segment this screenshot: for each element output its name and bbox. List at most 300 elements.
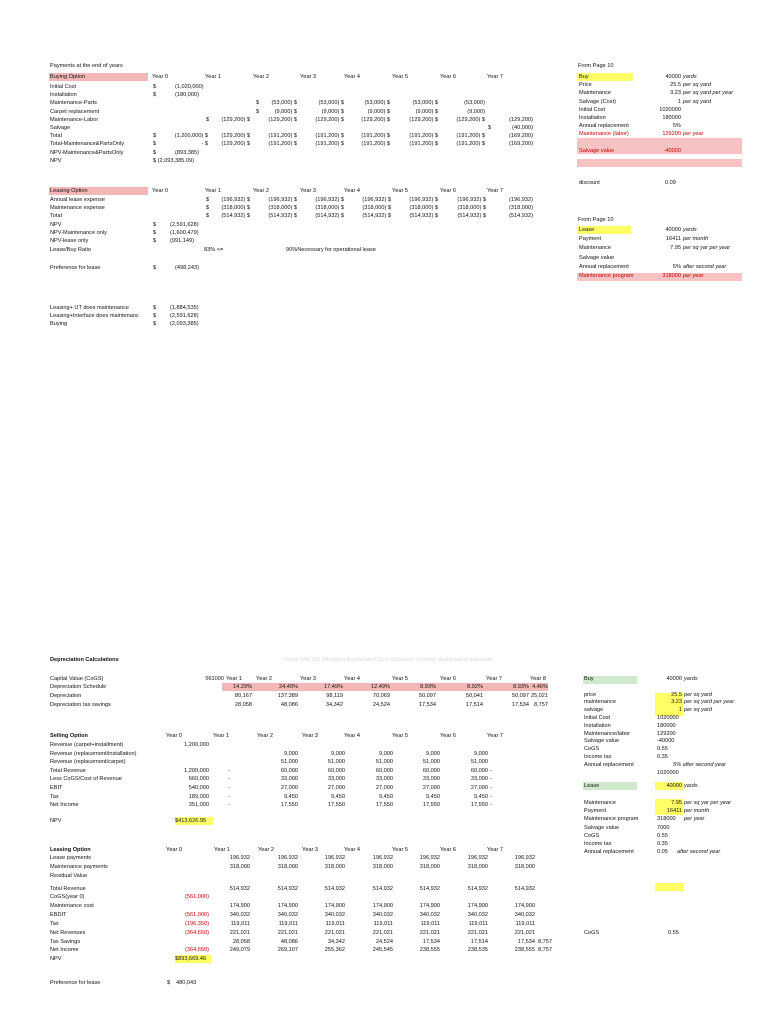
value-cell: (196,932) $ [268, 197, 297, 203]
row-label: Lease/Buy Ratio [50, 247, 92, 253]
row-label: NPV-Maintenance&PartsOnly [50, 149, 124, 156]
value-cell: (991,149) [170, 238, 194, 245]
value-cell: 9,450 [331, 793, 345, 800]
row-label: Leasing+ UT does maintenance [50, 305, 130, 311]
value-cell: (561,000) [185, 894, 209, 900]
dollar-sign: $ [153, 265, 157, 271]
dollar-sign: $ [153, 305, 157, 311]
row-label: NPV [50, 956, 62, 962]
year-header: Year 5 [392, 74, 408, 80]
param-label: Payment [579, 236, 602, 243]
value-cell: 119,011 [373, 921, 393, 927]
value-cell: 17,550 [280, 802, 298, 809]
row-label: Residual Value [50, 873, 88, 879]
year-header: Year 6 [440, 847, 456, 853]
value-cell: 51,000 [375, 759, 393, 766]
year-header: Year 7 [487, 188, 503, 194]
value-cell: (191,200) $ [268, 141, 297, 148]
param-unit: per sq yard per year [684, 699, 735, 706]
value-cell: 33,000 [470, 776, 488, 783]
value-cell: 119,011 [420, 921, 440, 927]
value-cell: - [228, 802, 230, 809]
value-cell: (318,000) $ [268, 205, 297, 212]
param-value: 40000 [666, 676, 682, 682]
value-cell: 514,932 [467, 886, 488, 892]
percent-cell: 14.29% [233, 684, 252, 690]
value-cell: (196,932) $ [362, 197, 391, 203]
value-cell: (129,200) $ [456, 116, 485, 123]
value-cell: 318,000 [277, 864, 298, 870]
value-cell: 318,000 [229, 864, 250, 870]
param-value: 5% [672, 123, 681, 130]
value-cell: 60,000 [375, 767, 393, 774]
value-cell: 17,514 [465, 702, 483, 708]
value-cell: $ [153, 141, 157, 148]
param-unit: after second year [683, 263, 727, 270]
value-cell: 269,107 [277, 947, 298, 953]
param-label: Annual replacement [584, 849, 634, 856]
value-cell: 60,000 [327, 767, 345, 774]
param-label: Annual replacement [584, 761, 634, 768]
value-cell: (191,200) $ [315, 141, 344, 148]
param-unit: 5% after second year [673, 761, 726, 768]
value-cell: 9,450 [379, 793, 393, 800]
value-cell: (129,200) $ [315, 116, 344, 123]
value-cell: 98,119 [326, 693, 343, 699]
param-unit: per sq yard [684, 691, 712, 698]
value-cell: (9,000) $ [321, 108, 344, 115]
param-value: 129200 [657, 730, 676, 737]
row-label: Net Revenues [50, 930, 86, 936]
param-unit: per month [683, 236, 709, 243]
value-cell: 17,550 [422, 802, 440, 809]
row-label: Installation [50, 92, 77, 99]
param-value: 0.05 [657, 849, 668, 856]
value-cell: (191,200) $ [456, 133, 485, 140]
value-cell: (169,200) [509, 141, 533, 148]
value-cell: 660,000 [188, 776, 209, 783]
year-header: Year 2 [257, 733, 273, 739]
percent-cell: 12.49% [371, 684, 390, 690]
value-cell: (129,200) $ [221, 141, 250, 148]
value-cell: 514,932 [372, 886, 393, 892]
year-header: Year 6 [440, 733, 456, 739]
value-cell: 50,097 [418, 693, 436, 699]
value-cell: (196,932) $ [457, 197, 486, 203]
param-value: 0.55 [657, 832, 668, 839]
param-value: 40000 [665, 227, 681, 233]
year-header: Year 6 [440, 74, 456, 80]
value-cell: 137,389 [277, 693, 298, 699]
dollar-sign: $ [153, 230, 157, 237]
param-value: 40000 [666, 783, 682, 789]
value-cell: 119,011 [278, 921, 298, 927]
row-label: Preference for lease [50, 265, 101, 271]
param-value: 0.35 [657, 841, 668, 848]
row-label: Depreciation [50, 693, 82, 699]
row-label: NPV [50, 222, 62, 228]
year-header: Year 7 [487, 733, 503, 739]
year-header: Year 5 [392, 188, 408, 194]
value-cell: 238,555 [514, 947, 535, 953]
value-cell: 17,514 [470, 939, 488, 945]
value-cell: $ [153, 133, 157, 140]
row-label: Net Income [50, 802, 79, 809]
row-label: Lease payments [50, 855, 92, 861]
value-cell: $ [153, 92, 157, 99]
value-cell: 9,000 [474, 750, 488, 757]
value-cell: 340,032 [229, 912, 250, 918]
value-cell: 174,900 [277, 903, 298, 909]
value-cell: 9,000 [426, 750, 440, 757]
replacement-highlight [655, 883, 683, 891]
value-cell: - [228, 767, 230, 774]
param-label: Buy [579, 74, 589, 80]
value-cell: 318,000 [324, 864, 345, 870]
param-label: Maintenance program [579, 273, 634, 279]
param-unit: yards [684, 783, 698, 789]
value-cell: $ (2,093,385.09) [153, 157, 195, 164]
year-header: Year 4 [344, 847, 360, 853]
value-cell: (196,350) [185, 921, 209, 927]
value-cell: 33,000 [327, 776, 345, 783]
year-header: Year 4 [344, 733, 360, 739]
value-cell: (9,000) $ [274, 108, 297, 115]
value-cell: 318,000 [372, 864, 393, 870]
param-label: Salvage (Cost) [579, 98, 616, 105]
value-cell: - [228, 776, 230, 783]
row-label: Salvage [50, 125, 71, 131]
value-cell: (53,000) [464, 100, 485, 107]
param-value: 0.55 [657, 746, 668, 753]
param-value: 318000 [662, 273, 681, 279]
value-cell: 196,932 [229, 855, 250, 861]
percent-cell: 8.93% [420, 684, 436, 690]
param-unit: yards [684, 676, 698, 682]
row-label: Tax [50, 921, 59, 927]
param-label: maintenance [584, 699, 617, 706]
dollar-sign: $ [153, 238, 157, 245]
value-cell: 1,200,000 [184, 767, 209, 774]
value-cell: 196,932 [277, 855, 298, 861]
value-cell: (191,200) $ [315, 133, 344, 140]
dollar-sign: $ [153, 222, 157, 228]
row-label: Maintenance expense [50, 205, 105, 212]
year-header: Year 3 [302, 847, 318, 853]
value-cell: 9,000 [379, 750, 393, 757]
value-cell: (1,200,000) $ [174, 133, 208, 140]
value-cell: 24,524 [372, 702, 390, 708]
value-cell: 48,086 [280, 939, 298, 945]
value-cell: 119,011 [230, 921, 250, 927]
param-label: Installation [579, 115, 606, 121]
param-label: CoGS [584, 746, 600, 753]
param-unit: per month [684, 807, 710, 814]
value-cell: $ [488, 125, 492, 131]
value-cell: - [228, 793, 230, 800]
param-unit: per sq yard per year [683, 90, 734, 97]
param-value: 25.5 [671, 691, 682, 698]
value-cell: (9,000) $ [367, 108, 390, 115]
param-value: 0.55 [668, 930, 679, 936]
value-cell: (2,093,385) [170, 321, 199, 328]
param-label: Salvage value [579, 147, 615, 154]
row-label: Initial Cost [50, 84, 77, 90]
param-label: price [584, 691, 597, 698]
row-label: Revenue (carpet+installment) [50, 742, 124, 748]
param-label: Maintenance [579, 90, 612, 97]
value-cell: (893,385) [175, 149, 199, 156]
value-cell: (196,932) $ [221, 197, 250, 203]
value-cell: (129,200) $ [268, 116, 297, 123]
year-header: Year 1 [213, 733, 229, 739]
value-cell: 221,021 [372, 930, 393, 936]
row-label: NPV [50, 818, 62, 824]
value-cell: (180,000) [175, 92, 199, 99]
param-value: 7.95 [670, 245, 681, 252]
value-cell: 514,932 [229, 886, 250, 892]
value-cell: 221,021 [467, 930, 488, 936]
value-cell: 221,021 [229, 930, 250, 936]
value-cell: - [490, 802, 492, 809]
value-cell: (191,200) $ [361, 141, 390, 148]
param-label: Installation [584, 722, 611, 729]
row-label: Total-Maintenance&PartsOnly [50, 141, 124, 148]
year-header: Year 1 [226, 676, 242, 682]
row-label: Carpet replacement [50, 108, 100, 115]
value-cell: 8,757 [534, 702, 548, 708]
dollar-sign: $ [153, 313, 157, 320]
param-value: 3.23 [671, 699, 682, 706]
row-label: Depreciation Schedule [50, 684, 107, 690]
param-unit: per year [683, 273, 704, 279]
year-header: Year 4 [344, 74, 360, 80]
year-header: Year 1 [205, 74, 221, 80]
row-label: Maintenance-Parts [50, 100, 97, 107]
row-label: NPV-lease only [50, 238, 89, 245]
value-cell: 174,900 [419, 903, 440, 909]
value-cell: (318,000) $ [315, 205, 344, 212]
year-header: Year 2 [258, 847, 274, 853]
year-header: Year 4 [344, 676, 360, 682]
value-cell: (9,000) [467, 108, 485, 115]
value-cell: 238,535 [467, 947, 488, 953]
value-cell: 48,086 [280, 702, 298, 708]
leasing-option-label: Leasing Option [50, 847, 91, 853]
param-value: 1020000 [657, 715, 679, 721]
value-cell: 318,000 [514, 864, 535, 870]
row-label: NPV [50, 157, 62, 164]
year-header: Year 7 [486, 676, 502, 682]
value-cell: 249,079 [229, 947, 250, 953]
value-cell: 1,200,000 [184, 742, 209, 748]
value-cell: 17,534 [418, 702, 436, 708]
value-cell: (318,000) $ [221, 205, 250, 212]
value-cell: (53,000) $ [412, 100, 438, 107]
value-cell: 174,900 [514, 903, 535, 909]
note-text: 90%Necessary for operational lease [286, 247, 376, 253]
value-cell: 119,011 [468, 921, 488, 927]
row-label: Preference for lease [50, 980, 101, 986]
year-header: Year 7 [487, 847, 503, 853]
param-value: 318000 [657, 816, 676, 823]
year-header: Year 2 [253, 188, 269, 194]
param-unit: after second year [677, 849, 721, 856]
year-header: Year 3 [302, 733, 318, 739]
value-cell: (129,200) $ [221, 133, 250, 140]
npv-value: $413,626.95 [175, 818, 207, 824]
value-cell: (318,000) $ [409, 205, 438, 212]
value-cell: $ [206, 116, 210, 123]
value-cell: 27,000 [280, 785, 298, 791]
year-header: Year 6 [440, 676, 456, 682]
year-header: Year 2 [253, 74, 269, 80]
param-label: Annual replacement [579, 263, 629, 270]
value-cell: (514,932) $ [221, 213, 250, 220]
value-cell: (129,200) $ [409, 116, 438, 123]
row-label: Capital Value (CoGS) [50, 676, 104, 682]
value-cell: 9,000 [331, 750, 345, 757]
value-cell: (364,650) [185, 947, 209, 953]
buying-option-label: Buying Option [50, 74, 86, 80]
value-cell: (53,000) $ [364, 100, 390, 107]
value-cell: (514,932) $ [268, 213, 297, 220]
value-cell: 119,011 [515, 921, 535, 927]
param-label: salvage [584, 707, 604, 714]
percent-cell: 17.49% [324, 684, 343, 690]
value-cell: 51,000 [470, 759, 488, 766]
param-value: 1020000 [659, 106, 681, 113]
value-cell: $ [153, 84, 157, 90]
value-cell: 318,000 [467, 864, 488, 870]
value-cell: 540,000 [188, 785, 209, 791]
row-label: Total Revenue [50, 886, 86, 892]
value-cell: 561000 [205, 676, 224, 682]
row-label: Maintenance cost [50, 903, 94, 909]
value-cell: 27,000 [470, 785, 488, 791]
value-cell: 340,032 [372, 912, 393, 918]
section-title: Payments at the end of years [50, 63, 123, 69]
param-value: 0.35 [657, 754, 668, 760]
param-label: Maintenance [584, 799, 617, 806]
param-label: Salvage value [584, 738, 620, 745]
param-unit: per sq yard [684, 707, 712, 714]
value-cell: $ [256, 100, 260, 107]
value-cell: (514,932) [509, 213, 533, 220]
row-label: Tax [50, 793, 59, 800]
value-cell: 340,032 [277, 912, 298, 918]
value-cell: 174,900 [467, 903, 488, 909]
param-value: 1 [678, 707, 682, 714]
param-label: Price [579, 82, 592, 89]
section-title: Depreciation Calculations [50, 657, 119, 663]
year-header: Year 7 [487, 74, 503, 80]
value-cell: (318,000) [509, 205, 533, 212]
value-cell: (514,932) $ [362, 213, 391, 220]
row-label: Maintenance-Labor [50, 116, 99, 123]
value-cell: 221,021 [277, 930, 298, 936]
param-value: -40000 [657, 738, 675, 745]
value-cell: 174,900 [324, 903, 345, 909]
value-cell: 174,900 [229, 903, 250, 909]
row-label: Total [50, 133, 62, 140]
row-label: Revenue (replacement/carpet) [50, 759, 126, 766]
year-header: Year 8 [530, 676, 546, 682]
param-value: 3.23 [670, 90, 681, 97]
value-cell: 83% <= [204, 247, 224, 253]
leasing-option-label: Leasing Option [50, 188, 88, 194]
param-label: Initial Cost [579, 106, 606, 113]
value-cell: 60,000 [280, 767, 298, 774]
dollar-sign: $ [153, 321, 157, 328]
value-cell: 17,550 [375, 802, 393, 809]
param-label: Salvage value [579, 254, 615, 261]
year-header: Year 5 [392, 847, 408, 853]
row-label: Total Revenue [50, 767, 86, 774]
value-cell: 351,000 [188, 802, 209, 809]
value-cell: (514,932) $ [457, 213, 486, 220]
dollar-sign: $ [206, 197, 210, 203]
value-cell: 51,000 [327, 759, 345, 766]
side-heading: From Page 10 [578, 217, 614, 223]
param-unit: per year [684, 816, 705, 823]
value-cell: 340,032 [514, 912, 535, 918]
row-label: NPV-Maintenance only [50, 230, 107, 237]
value-cell: (191,200) $ [409, 133, 438, 140]
value-cell: (129,200) $ [361, 116, 390, 123]
param-label: Income tax [584, 841, 612, 848]
value-cell: (1,600,479) [170, 230, 199, 237]
value-cell: 17,534 [422, 939, 440, 945]
value-cell: (514,932) $ [315, 213, 344, 220]
value-cell: 119,011 [325, 921, 345, 927]
value-cell: 196,932 [467, 855, 488, 861]
value-cell: (129,200) $ [221, 116, 250, 123]
value-cell: 17,550 [470, 802, 488, 809]
value-cell: (196,932) $ [315, 197, 344, 203]
year-header: Year 0 [166, 847, 182, 853]
row-label: Tax Savings [50, 939, 81, 945]
value-cell: (1,020,000) [175, 84, 204, 90]
year-header: Year 5 [392, 676, 408, 682]
value-cell: (53,000) $ [318, 100, 344, 107]
row-label: CoGS(year 0) [50, 894, 85, 900]
value-cell: 196,932 [419, 855, 440, 861]
param-unit: per sq yard [683, 98, 711, 105]
param-value: 16411 [666, 807, 682, 814]
salvage-band [577, 159, 742, 167]
value-cell: (318,000) $ [362, 205, 391, 212]
param-value: 129200 [662, 131, 681, 138]
value-cell: 255,362 [324, 947, 345, 953]
param-label: CoGS [584, 930, 600, 936]
value-cell: (53,000) $ [271, 100, 297, 107]
value-cell: 27,000 [375, 785, 393, 791]
value-cell: 33,000 [422, 776, 440, 783]
dollar-sign: $ [206, 213, 210, 220]
value-cell: 340,032 [467, 912, 488, 918]
value-cell: 9,450 [474, 793, 488, 800]
value-cell: 174,900 [372, 903, 393, 909]
value-cell: 340,032 [419, 912, 440, 918]
value-cell: - $ [201, 141, 208, 148]
value-cell: 221,021 [514, 930, 535, 936]
value-cell: 514,932 [277, 886, 298, 892]
param-value: -40000 [663, 147, 681, 154]
value-cell: - [490, 785, 492, 791]
param-label: Maintenance [579, 245, 612, 252]
value-cell: 28,058 [232, 939, 250, 945]
